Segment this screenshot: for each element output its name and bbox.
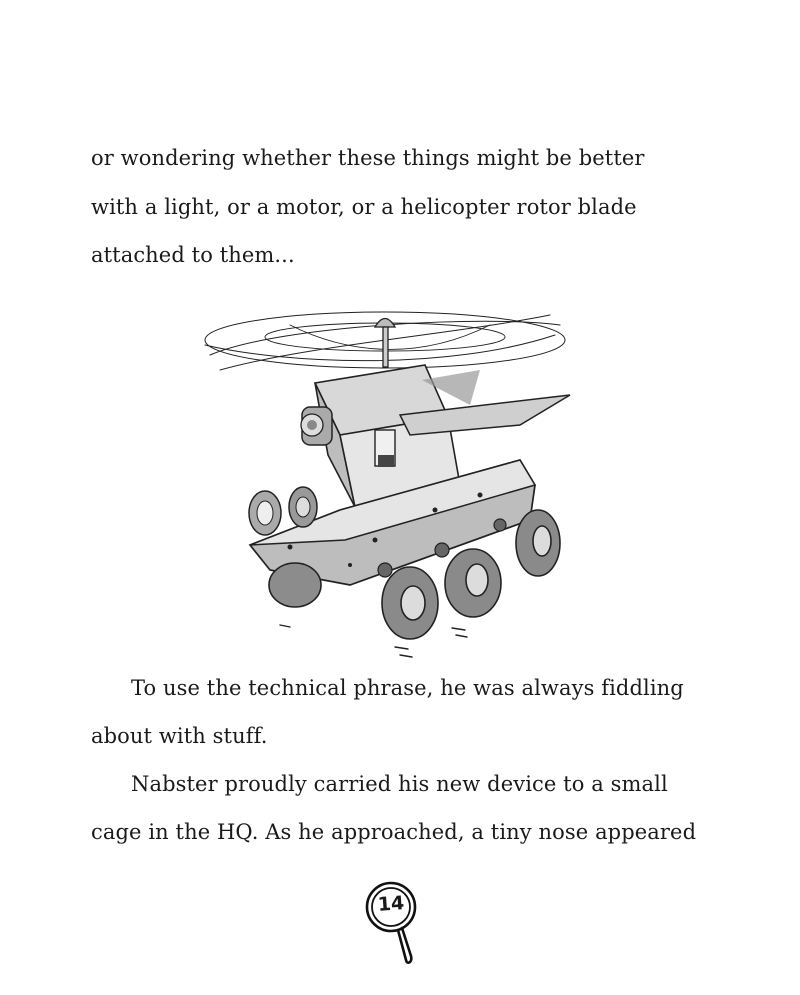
text-line: Nabster proudly carried his new device to a small [131,772,668,796]
text-line: about with stuff. [91,724,268,748]
magnifying-glass-icon [360,876,422,968]
text-line: To use the technical phrase, he was always fiddling [131,676,684,700]
helicopter-rover-robot-drawing [190,285,580,665]
text-line: with a light, or a motor, or a helicopter rotor blade [91,195,637,219]
page-number: 14 [377,892,405,916]
text-line: attached to them... [91,243,295,267]
text-line: cage in the HQ. As he approached, a tiny nose appeared [91,820,697,844]
text-line: or wondering whether these things might be better [91,146,645,170]
